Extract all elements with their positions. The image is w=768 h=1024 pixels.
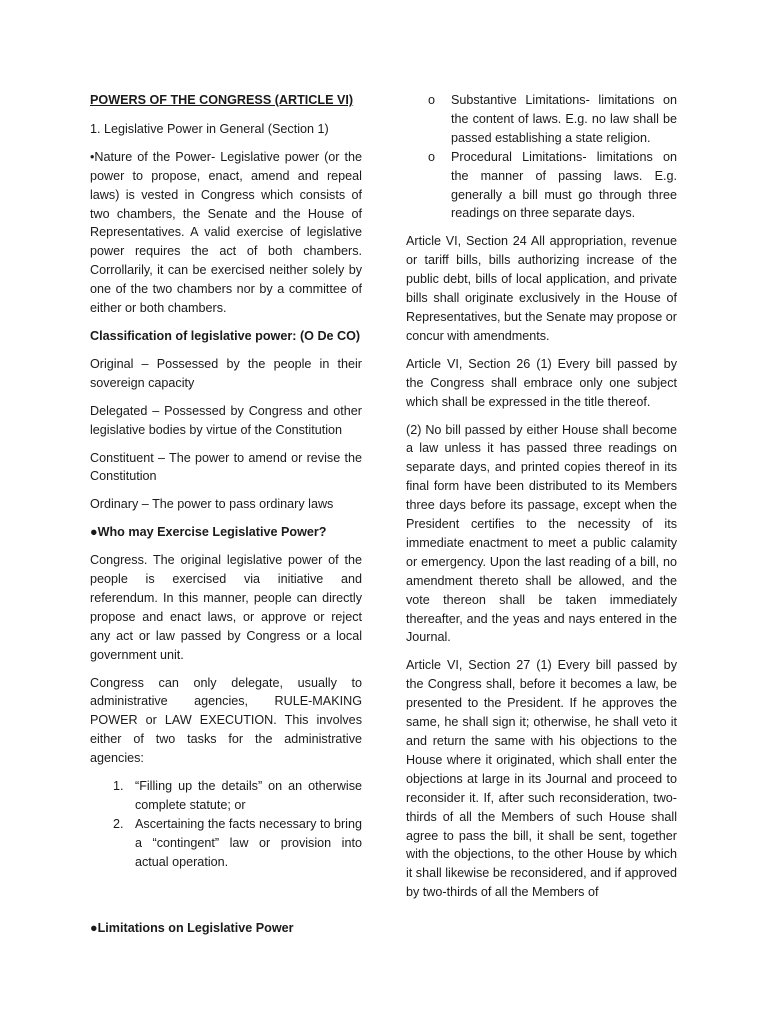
section-1-heading: 1. Legislative Power in General (Section 1) [90, 121, 329, 136]
congress-paragraph: Congress. The original legislative power of the people is exercised via initiative and referendum. In this manner, people can directly propose and enact laws, or approve or reject any act or law passed by Congress or a local government unit. [90, 553, 362, 662]
section-27-1-paragraph: Article VI, Section 27 (1) Every bill passed by the Congress shall, before it becomes a law, be presented to the President. If he approves the same, he shall sign it; otherwise, he shall veto it and return the same with his objections to the House where it originated, which shall enter the objections at large in its Journal and proceed to reconsider it. If, after such reconsideration, two-thirds of all the Members of such House shall agree to pass the bill, it shall be sent, together with the objections, to the other House by which it shall likewise be reconsidered, and if approved by two-thirds of all the Members of [406, 658, 677, 900]
limitations-heading: ●Limitations on Legislative Power [90, 920, 294, 935]
right-column [406, 91, 677, 911]
list-number: 1. [113, 779, 124, 794]
list-item-text: Ascertaining the facts necessary to bring a “contingent” law or provision into actual operation. [135, 816, 362, 869]
who-exercise-heading: ●Who may Exercise Legislative Power? [90, 525, 327, 540]
list-number: 2. [113, 816, 124, 831]
section-24-paragraph: Article VI, Section 24 All appropriation, revenue or tariff bills, bills authorizing increase of the public debt, bills of local application, and private bills shall originate exclusively in the House of Representatives, but the Senate may propose or concur with amendments. [406, 234, 677, 343]
delegated-paragraph: Delegated – Possessed by Congress and other legislative bodies by virtue of the Constitution [90, 403, 362, 437]
bullet-marker: o [428, 149, 436, 164]
document-title: POWERS OF THE CONGRESS (ARTICLE VI) [90, 93, 354, 107]
constituent-paragraph: Constituent – The power to amend or revise the Constitution [90, 450, 362, 484]
tasks-list [90, 777, 362, 872]
delegate-paragraph: Congress can only delegate, usually to administrative agencies, RULE-MAKING POWER or LAW EXECUTION. This involves either of two tasks for the administrative agencies: [90, 675, 362, 766]
classification-heading: Classification of legislative power: (O De CO) [90, 328, 361, 343]
list-item-text: Substantive Limitations- limitations on the content of laws. E.g. no law shall be passed establishing a state religion. [451, 93, 677, 145]
limitations-list [406, 91, 677, 223]
section-26-2-paragraph: (2) No bill passed by either House shall become a law unless it has passed three readings on separate days, and printed copies thereof in its final form have been distributed to its Members three days before its passage, except when the President certifies to the necessity of its immediate enactment to meet a public calamity or emergency. Upon the last reading of a bill, no amendment thereto shall be allowed, and the vote thereon shall be taken immediately thereafter, and the yeas and nays entered in the Journal. [406, 422, 677, 645]
list-item [406, 148, 677, 224]
ordinary-paragraph: Ordinary – The power to pass ordinary laws [90, 497, 334, 512]
list-item [406, 91, 677, 148]
left-column [90, 91, 362, 947]
bullet-marker: o [428, 93, 436, 107]
spacer [90, 881, 362, 919]
original-paragraph: Original – Possessed by the people in their sovereign capacity [90, 356, 362, 390]
list-item-text: Procedural Limitations- limitations on the manner of passing laws. E.g. generally a bill must go through three readings on three separate days. [451, 149, 677, 221]
list-item [90, 815, 362, 872]
section-26-1-paragraph: Article VI, Section 26 (1) Every bill passed by the Congress shall embrace only one subject which shall be expressed in the title thereof. [406, 356, 677, 409]
nature-paragraph: •Nature of the Power- Legislative power (or the power to propose, enact, amend and repeal laws) is vested in Congress which consists of two chambers, the Senate and the House of Representatives. A valid exercise of legislative power requires the act of both chambers. Corrollarily, it can be exercised neither solely by one of the two chambers nor by a committee of either or both chambers. [90, 149, 362, 316]
list-item-text: “Filling up the details” on an otherwise complete statute; or [135, 779, 362, 812]
list-item [90, 777, 362, 815]
